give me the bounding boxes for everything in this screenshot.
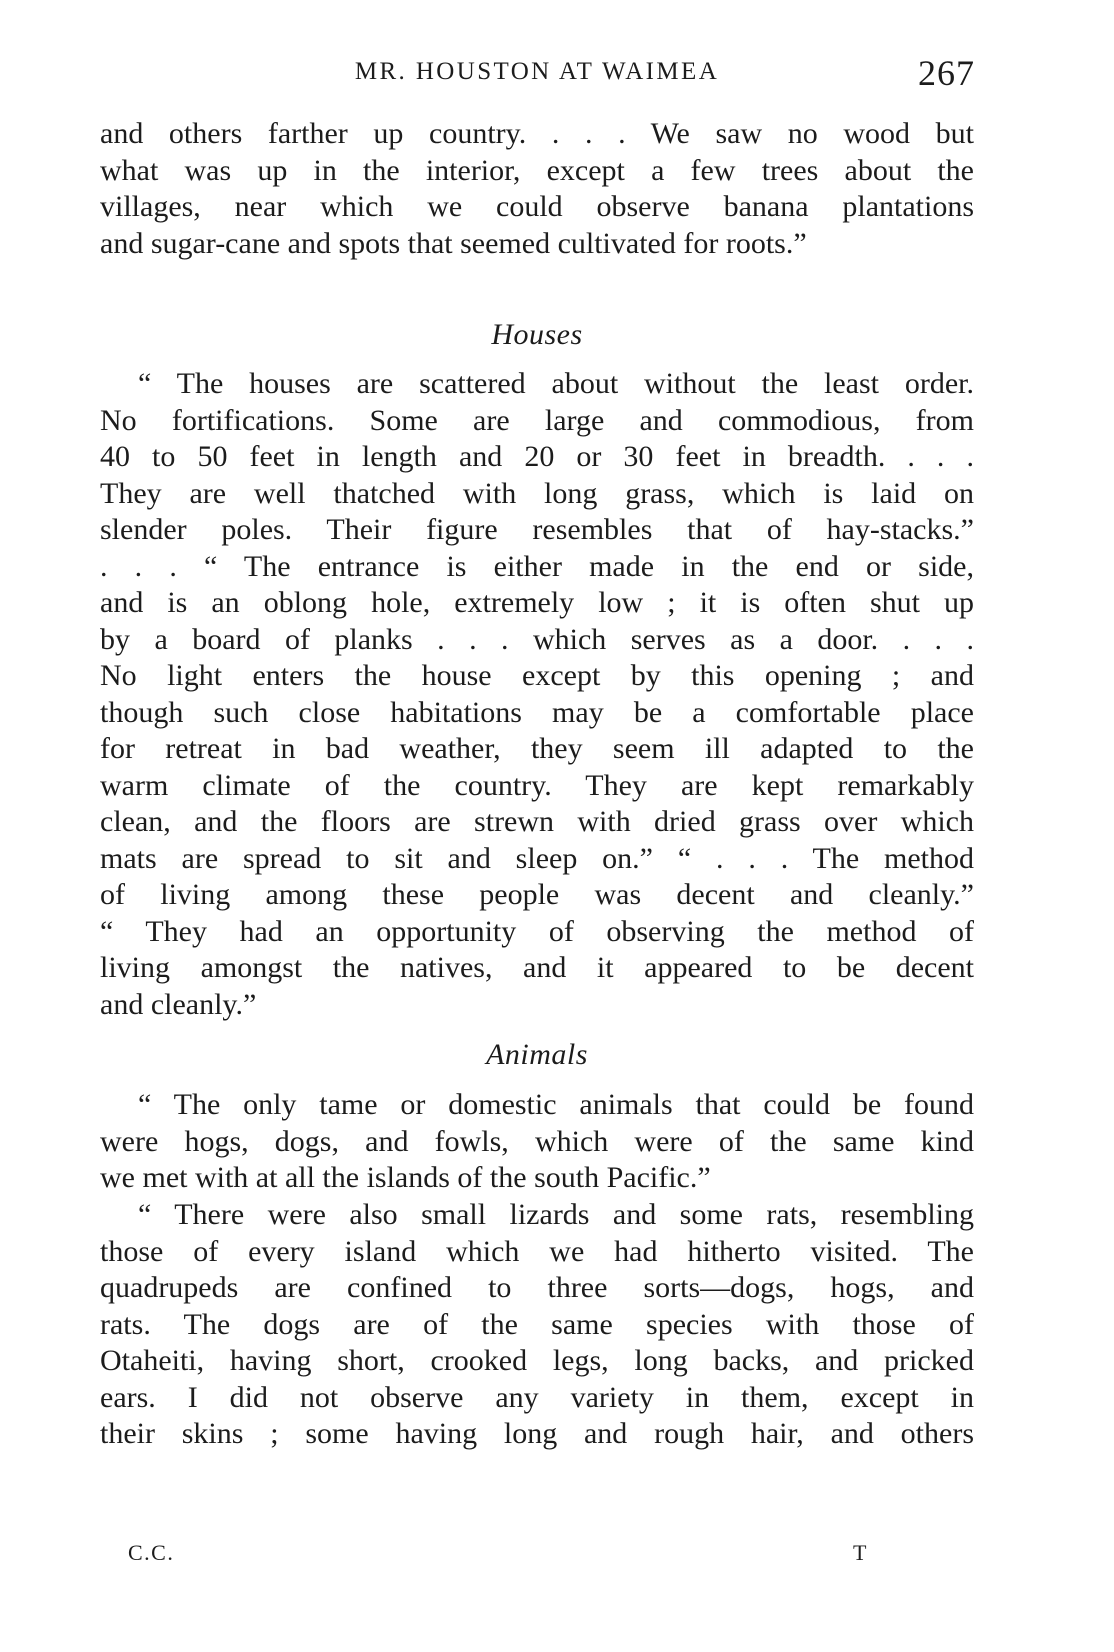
text-line: ears. I did not observe any variety in them, except in (100, 1380, 974, 1414)
text-line: and others farther up country. . . . We saw no wood but (100, 117, 974, 150)
text-line: “ They had an opportunity of observing the method of (100, 914, 974, 948)
text-line: They are well thatched with long grass, which is laid on (100, 476, 974, 510)
text-line: villages, near which we could observe banana plantations (100, 190, 974, 223)
text-line: and sugar-cane and spots that seemed cultivated for roots.” (100, 226, 807, 260)
text-line: warm climate of the country. They are kept remarkably (100, 768, 974, 802)
text-line: slender poles. Their figure resembles that of hay-stacks.” (100, 513, 974, 546)
text-line: were hogs, dogs, and fowls, which were of the same kind (100, 1124, 974, 1158)
text-line: 40 to 50 feet in length and 20 or 30 feet in breadth. . . . (100, 440, 974, 473)
text-line: “ The houses are scattered about without the least order. (138, 367, 974, 400)
running-title: MR. HOUSTON AT WAIMEA (354, 58, 720, 85)
text-line: “ The only tame or domestic animals that could be found (138, 1088, 974, 1121)
text-line: clean, and the floors are strewn with dried grass over which (100, 805, 974, 838)
page-footer (128, 1540, 868, 1574)
text-line: and is an oblong hole, extremely low ; it is often shut up (100, 586, 974, 619)
section-heading-houses: Houses (491, 318, 583, 351)
paragraph-animals-two (100, 1197, 974, 1453)
text-line: “ There were also small lizards and some rats, resembling (138, 1198, 974, 1231)
text-line: those of every island which we had hitherto visited. The (100, 1234, 974, 1268)
text-line: for retreat in bad weather, they seem ill adapted to the (100, 732, 974, 765)
text-line: No fortifications. Some are large and commodious, from (100, 403, 974, 437)
text-line: their skins ; some having long and rough hair, and others (100, 1417, 974, 1450)
sheet-letter: T (853, 1540, 868, 1565)
text-line: living amongst the natives, and it appeared to be decent (100, 951, 974, 984)
text-line: by a board of planks . . . which serves as a door. . . . (100, 622, 974, 656)
text-line: rats. The dogs are of the same species with those of (100, 1307, 974, 1341)
text-line: . . . “ The entrance is either made in the end or side, (100, 549, 974, 583)
signature-mark: C.C. (128, 1540, 175, 1565)
text-line: and cleanly.” (100, 987, 257, 1021)
page-number: 267 (918, 53, 975, 93)
paragraph-houses (100, 366, 974, 1023)
text-line: Otaheiti, having short, crooked legs, long backs, and pricked (100, 1344, 974, 1377)
text-line: though such close habitations may be a comfortable place (100, 695, 974, 729)
text-line: of living among these people was decent and cleanly.” (100, 878, 974, 911)
text-line: what was up in the interior, except a few trees about the (100, 153, 974, 187)
text-line: quadrupeds are confined to three sorts—dogs, hogs, and (100, 1271, 974, 1304)
paragraph-animals-one (100, 1087, 974, 1197)
text-line: No light enters the house except by this opening ; and (100, 659, 974, 692)
paragraph-intro (100, 116, 974, 262)
text-line: we met with at all the islands of the south Pacific.” (100, 1161, 711, 1194)
running-head (99, 52, 975, 92)
section-heading-animals: Animals (486, 1038, 588, 1071)
text-line: mats are spread to sit and sleep on.” “ . . . The method (100, 841, 974, 875)
